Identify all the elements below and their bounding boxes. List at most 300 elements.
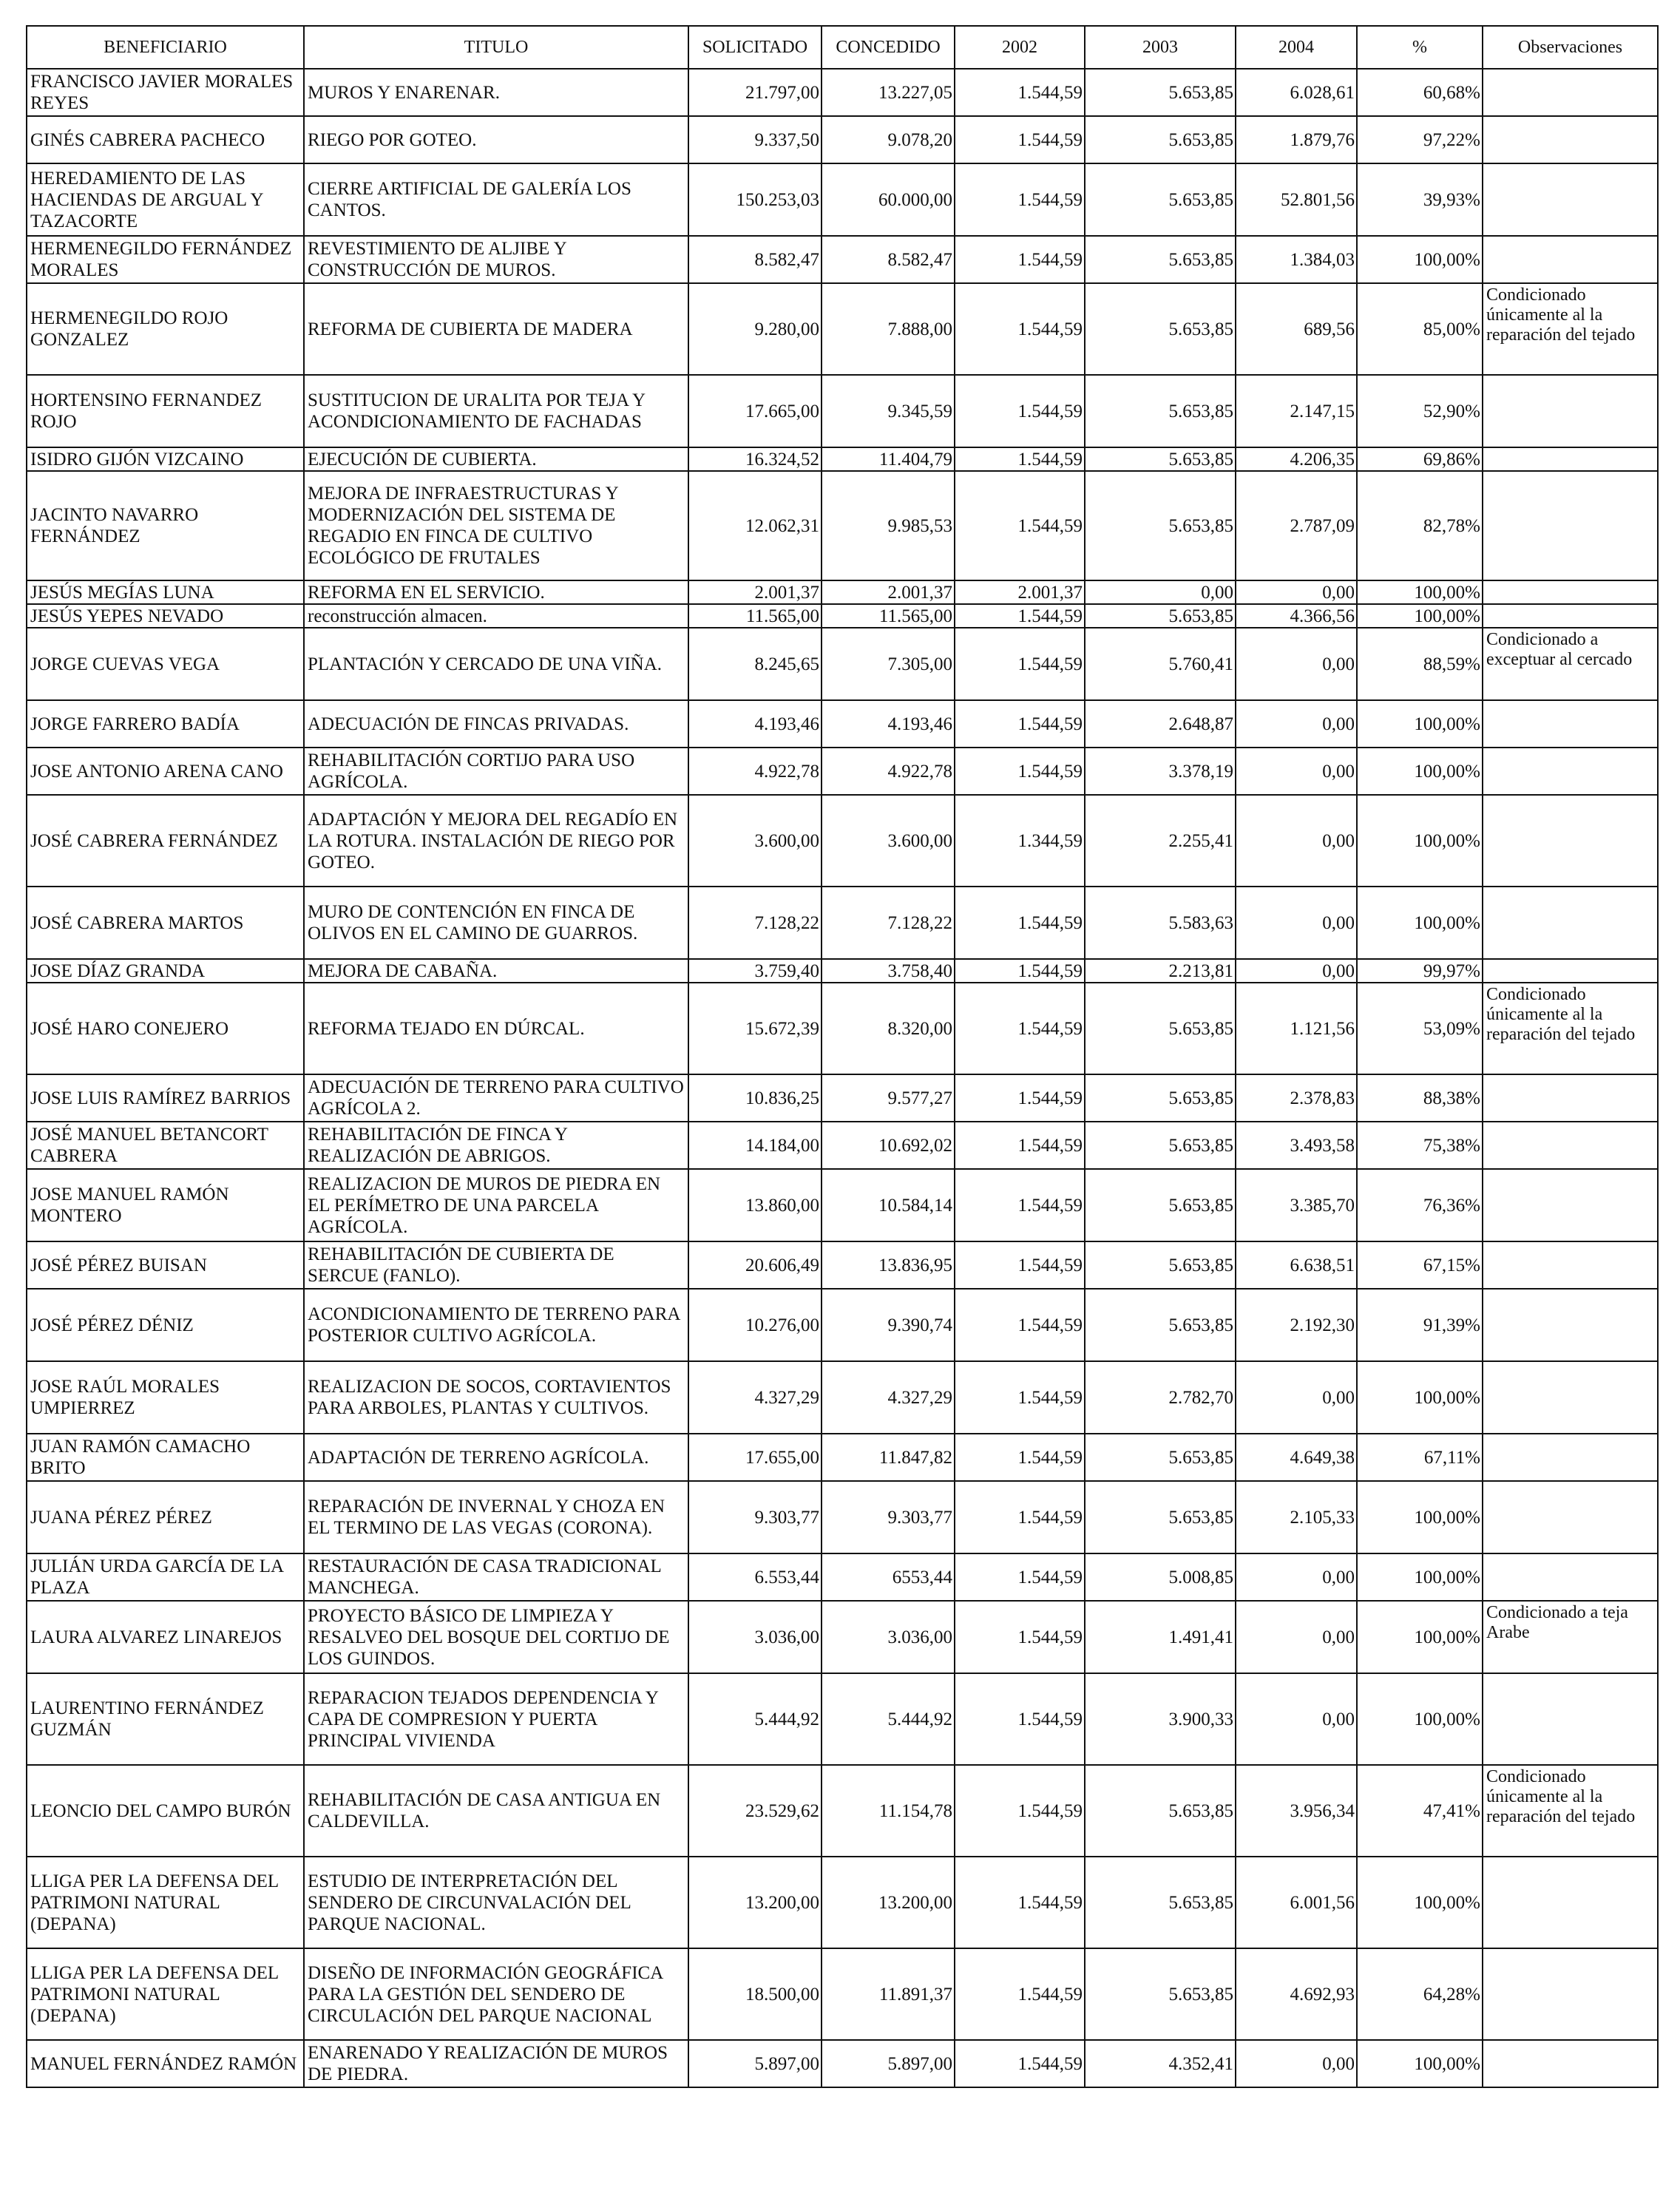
percent-cell: 100,00% (1357, 1481, 1483, 1553)
amount-2002-cell: 1.544,59 (955, 1074, 1085, 1122)
percent-cell: 97,22% (1357, 116, 1483, 163)
amount-2004-cell: 0,00 (1236, 1553, 1357, 1601)
amount-2002-cell: 1.544,59 (955, 283, 1085, 375)
beneficiario-cell: LLIGA PER LA DEFENSA DEL PATRIMONI NATURAL (DEPANA) (27, 1948, 304, 2040)
percent-cell: 100,00% (1357, 795, 1483, 887)
amount-2003-cell: 4.352,41 (1085, 2040, 1236, 2087)
amount-2004-cell: 3.385,70 (1236, 1169, 1357, 1241)
percent-cell: 100,00% (1357, 236, 1483, 283)
observaciones-cell (1483, 1241, 1658, 1289)
observaciones-cell (1483, 116, 1658, 163)
beneficiario-cell: MANUEL FERNÁNDEZ RAMÓN (27, 2040, 304, 2087)
percent-cell: 39,93% (1357, 163, 1483, 236)
percent-cell: 76,36% (1357, 1169, 1483, 1241)
titulo-cell: REVESTIMIENTO DE ALJIBE Y CONSTRUCCIÓN DE MUROS. (304, 236, 688, 283)
percent-cell: 60,68% (1357, 69, 1483, 116)
table-row (27, 1074, 1658, 1122)
table-row (27, 1601, 1658, 1673)
amount-2004-cell: 3.956,34 (1236, 1765, 1357, 1857)
concedido-cell: 8.582,47 (822, 236, 955, 283)
column-header-titulo: TITULO (304, 26, 688, 69)
concedido-cell: 9.390,74 (822, 1289, 955, 1361)
solicitado-cell: 14.184,00 (688, 1122, 822, 1169)
table-row (27, 1948, 1658, 2040)
subsidy-table-document (26, 25, 1657, 2088)
beneficiario-cell: GINÉS CABRERA PACHECO (27, 116, 304, 163)
titulo-cell: RESTAURACIÓN DE CASA TRADICIONAL MANCHEGA. (304, 1553, 688, 1601)
table-row (27, 236, 1658, 283)
beneficiario-cell: JOSE MANUEL RAMÓN MONTERO (27, 1169, 304, 1241)
column-header-2004: 2004 (1236, 26, 1357, 69)
solicitado-cell: 13.860,00 (688, 1169, 822, 1241)
amount-2004-cell: 1.879,76 (1236, 116, 1357, 163)
observaciones-cell (1483, 604, 1658, 628)
solicitado-cell: 2.001,37 (688, 580, 822, 604)
percent-cell: 75,38% (1357, 1122, 1483, 1169)
beneficiario-cell: JOSÉ PÉREZ BUISAN (27, 1241, 304, 1289)
concedido-cell: 9.303,77 (822, 1481, 955, 1553)
table-row (27, 447, 1658, 471)
percent-cell: 52,90% (1357, 375, 1483, 447)
solicitado-cell: 18.500,00 (688, 1948, 822, 2040)
observaciones-cell (1483, 447, 1658, 471)
concedido-cell: 4.922,78 (822, 748, 955, 795)
amount-2002-cell: 1.544,59 (955, 1948, 1085, 2040)
beneficiario-cell: HEREDAMIENTO DE LAS HACIENDAS DE ARGUAL Y TAZACORTE (27, 163, 304, 236)
column-header-2003: 2003 (1085, 26, 1236, 69)
solicitado-cell: 6.553,44 (688, 1553, 822, 1601)
amount-2003-cell: 2.213,81 (1085, 959, 1236, 983)
beneficiary-table (26, 25, 1659, 2088)
column-header-beneficiario: BENEFICIARIO (27, 26, 304, 69)
observaciones-cell (1483, 163, 1658, 236)
beneficiario-cell: JOSE ANTONIO ARENA CANO (27, 748, 304, 795)
concedido-cell: 9.577,27 (822, 1074, 955, 1122)
percent-cell: 82,78% (1357, 471, 1483, 580)
table-row (27, 116, 1658, 163)
beneficiario-cell: LAURA ALVAREZ LINAREJOS (27, 1601, 304, 1673)
beneficiario-cell: LAURENTINO FERNÁNDEZ GUZMÁN (27, 1673, 304, 1765)
amount-2002-cell: 1.544,59 (955, 1857, 1085, 1948)
amount-2002-cell: 1.544,59 (955, 1765, 1085, 1857)
titulo-cell: REPARACION TEJADOS DEPENDENCIA Y CAPA DE COMPRESION Y PUERTA PRINCIPAL VIVIENDA (304, 1673, 688, 1765)
amount-2004-cell: 2.147,15 (1236, 375, 1357, 447)
beneficiario-cell: JOSÉ CABRERA MARTOS (27, 887, 304, 959)
solicitado-cell: 17.665,00 (688, 375, 822, 447)
table-row (27, 375, 1658, 447)
amount-2002-cell: 2.001,37 (955, 580, 1085, 604)
table-row (27, 887, 1658, 959)
amount-2003-cell: 5.653,85 (1085, 1481, 1236, 1553)
amount-2003-cell: 5.653,85 (1085, 983, 1236, 1074)
beneficiario-cell: JOSE RAÚL MORALES UMPIERREZ (27, 1361, 304, 1434)
beneficiario-cell: HORTENSINO FERNANDEZ ROJO (27, 375, 304, 447)
solicitado-cell: 3.759,40 (688, 959, 822, 983)
table-row (27, 471, 1658, 580)
amount-2002-cell: 1.544,59 (955, 1481, 1085, 1553)
percent-cell: 100,00% (1357, 1673, 1483, 1765)
titulo-cell: ADECUACIÓN DE TERRENO PARA CULTIVO AGRÍCOLA 2. (304, 1074, 688, 1122)
solicitado-cell: 17.655,00 (688, 1434, 822, 1481)
column-header-percent: % (1357, 26, 1483, 69)
table-row (27, 283, 1658, 375)
amount-2002-cell: 1.544,59 (955, 983, 1085, 1074)
titulo-cell: PROYECTO BÁSICO DE LIMPIEZA Y RESALVEO DEL BOSQUE DEL CORTIJO DE LOS GUINDOS. (304, 1601, 688, 1673)
concedido-cell: 11.565,00 (822, 604, 955, 628)
observaciones-cell (1483, 1289, 1658, 1361)
titulo-cell: MEJORA DE INFRAESTRUCTURAS Y MODERNIZACIÓN DEL SISTEMA DE REGADIO EN FINCA DE CULTIVO ECOLÓGICO DE FRUTALES (304, 471, 688, 580)
observaciones-cell (1483, 1169, 1658, 1241)
solicitado-cell: 21.797,00 (688, 69, 822, 116)
amount-2003-cell: 1.491,41 (1085, 1601, 1236, 1673)
percent-cell: 100,00% (1357, 1553, 1483, 1601)
percent-cell: 47,41% (1357, 1765, 1483, 1857)
amount-2003-cell: 5.653,85 (1085, 163, 1236, 236)
amount-2002-cell: 1.544,59 (955, 2040, 1085, 2087)
amount-2002-cell: 1.544,59 (955, 748, 1085, 795)
solicitado-cell: 8.245,65 (688, 628, 822, 700)
titulo-cell: ENARENADO Y REALIZACIÓN DE MUROS DE PIEDRA. (304, 2040, 688, 2087)
amount-2003-cell: 3.378,19 (1085, 748, 1236, 795)
percent-cell: 67,15% (1357, 1241, 1483, 1289)
concedido-cell: 11.404,79 (822, 447, 955, 471)
observaciones-cell (1483, 236, 1658, 283)
amount-2003-cell: 5.653,85 (1085, 1289, 1236, 1361)
beneficiario-cell: FRANCISCO JAVIER MORALES REYES (27, 69, 304, 116)
percent-cell: 85,00% (1357, 283, 1483, 375)
table-row (27, 959, 1658, 983)
observaciones-cell (1483, 1857, 1658, 1948)
observaciones-cell (1483, 375, 1658, 447)
amount-2003-cell: 5.653,85 (1085, 1857, 1236, 1948)
solicitado-cell: 4.922,78 (688, 748, 822, 795)
observaciones-cell (1483, 1434, 1658, 1481)
amount-2004-cell: 0,00 (1236, 1601, 1357, 1673)
amount-2004-cell: 2.192,30 (1236, 1289, 1357, 1361)
solicitado-cell: 3.600,00 (688, 795, 822, 887)
titulo-cell: MUROS Y ENARENAR. (304, 69, 688, 116)
beneficiario-cell: JUAN RAMÓN CAMACHO BRITO (27, 1434, 304, 1481)
amount-2002-cell: 1.544,59 (955, 163, 1085, 236)
beneficiario-cell: JORGE FARRERO BADÍA (27, 700, 304, 748)
beneficiario-cell: JESÚS YEPES NEVADO (27, 604, 304, 628)
beneficiario-cell: JESÚS MEGÍAS LUNA (27, 580, 304, 604)
table-row (27, 2040, 1658, 2087)
table-row (27, 1122, 1658, 1169)
titulo-cell: REFORMA DE CUBIERTA DE MADERA (304, 283, 688, 375)
titulo-cell: REHABILITACIÓN DE CASA ANTIGUA EN CALDEVILLA. (304, 1765, 688, 1857)
table-row (27, 1169, 1658, 1241)
concedido-cell: 11.154,78 (822, 1765, 955, 1857)
titulo-cell: DISEÑO DE INFORMACIÓN GEOGRÁFICA PARA LA GESTIÓN DEL SENDERO DE CIRCULACIÓN DEL PARQUE NACIONAL (304, 1948, 688, 2040)
percent-cell: 64,28% (1357, 1948, 1483, 2040)
titulo-cell: MURO DE CONTENCIÓN EN FINCA DE OLIVOS EN EL CAMINO DE GUARROS. (304, 887, 688, 959)
solicitado-cell: 9.337,50 (688, 116, 822, 163)
observaciones-cell (1483, 1361, 1658, 1434)
observaciones-cell: Condicionado a teja Arabe (1483, 1601, 1658, 1673)
table-row (27, 604, 1658, 628)
concedido-cell: 8.320,00 (822, 983, 955, 1074)
solicitado-cell: 9.280,00 (688, 283, 822, 375)
observaciones-cell (1483, 887, 1658, 959)
solicitado-cell: 5.897,00 (688, 2040, 822, 2087)
amount-2002-cell: 1.544,59 (955, 1361, 1085, 1434)
amount-2002-cell: 1.544,59 (955, 1434, 1085, 1481)
solicitado-cell: 4.327,29 (688, 1361, 822, 1434)
titulo-cell: REHABILITACIÓN CORTIJO PARA USO AGRÍCOLA. (304, 748, 688, 795)
table-row (27, 1481, 1658, 1553)
solicitado-cell: 3.036,00 (688, 1601, 822, 1673)
amount-2002-cell: 1.544,59 (955, 604, 1085, 628)
beneficiario-cell: LEONCIO DEL CAMPO BURÓN (27, 1765, 304, 1857)
percent-cell: 67,11% (1357, 1434, 1483, 1481)
amount-2004-cell: 4.366,56 (1236, 604, 1357, 628)
concedido-cell: 9.345,59 (822, 375, 955, 447)
titulo-cell: SUSTITUCION DE URALITA POR TEJA Y ACONDICIONAMIENTO DE FACHADAS (304, 375, 688, 447)
percent-cell: 100,00% (1357, 700, 1483, 748)
amount-2003-cell: 5.653,85 (1085, 604, 1236, 628)
table-row (27, 748, 1658, 795)
amount-2003-cell: 5.653,85 (1085, 471, 1236, 580)
beneficiario-cell: HERMENEGILDO ROJO GONZALEZ (27, 283, 304, 375)
column-header-2002: 2002 (955, 26, 1085, 69)
titulo-cell: REFORMA TEJADO EN DÚRCAL. (304, 983, 688, 1074)
amount-2004-cell: 6.028,61 (1236, 69, 1357, 116)
amount-2004-cell: 3.493,58 (1236, 1122, 1357, 1169)
amount-2003-cell: 5.760,41 (1085, 628, 1236, 700)
table-row (27, 163, 1658, 236)
beneficiario-cell: LLIGA PER LA DEFENSA DEL PATRIMONI NATURAL (DEPANA) (27, 1857, 304, 1948)
titulo-cell: RIEGO POR GOTEO. (304, 116, 688, 163)
amount-2002-cell: 1.544,59 (955, 1169, 1085, 1241)
beneficiario-cell: JOSÉ MANUEL BETANCORT CABRERA (27, 1122, 304, 1169)
amount-2003-cell: 3.900,33 (1085, 1673, 1236, 1765)
concedido-cell: 6553,44 (822, 1553, 955, 1601)
solicitado-cell: 5.444,92 (688, 1673, 822, 1765)
amount-2004-cell: 52.801,56 (1236, 163, 1357, 236)
table-row (27, 1857, 1658, 1948)
concedido-cell: 4.327,29 (822, 1361, 955, 1434)
titulo-cell: CIERRE ARTIFICIAL DE GALERÍA LOS CANTOS. (304, 163, 688, 236)
amount-2004-cell: 0,00 (1236, 628, 1357, 700)
titulo-cell: REALIZACION DE SOCOS, CORTAVIENTOS PARA ARBOLES, PLANTAS Y CULTIVOS. (304, 1361, 688, 1434)
solicitado-cell: 12.062,31 (688, 471, 822, 580)
amount-2004-cell: 0,00 (1236, 795, 1357, 887)
amount-2004-cell: 0,00 (1236, 700, 1357, 748)
amount-2004-cell: 1.121,56 (1236, 983, 1357, 1074)
observaciones-cell (1483, 471, 1658, 580)
amount-2003-cell: 5.653,85 (1085, 236, 1236, 283)
amount-2004-cell: 6.001,56 (1236, 1857, 1357, 1948)
amount-2004-cell: 6.638,51 (1236, 1241, 1357, 1289)
observaciones-cell (1483, 1673, 1658, 1765)
percent-cell: 69,86% (1357, 447, 1483, 471)
titulo-cell: PLANTACIÓN Y CERCADO DE UNA VIÑA. (304, 628, 688, 700)
beneficiario-cell: JACINTO NAVARRO FERNÁNDEZ (27, 471, 304, 580)
solicitado-cell: 10.276,00 (688, 1289, 822, 1361)
amount-2003-cell: 2.782,70 (1085, 1361, 1236, 1434)
percent-cell: 100,00% (1357, 1601, 1483, 1673)
titulo-cell: ADAPTACIÓN Y MEJORA DEL REGADÍO EN LA ROTURA. INSTALACIÓN DE RIEGO POR GOTEO. (304, 795, 688, 887)
table-row (27, 700, 1658, 748)
table-row (27, 1434, 1658, 1481)
amount-2004-cell: 0,00 (1236, 1673, 1357, 1765)
amount-2002-cell: 1.544,59 (955, 959, 1085, 983)
observaciones-cell (1483, 795, 1658, 887)
observaciones-cell (1483, 1481, 1658, 1553)
beneficiario-cell: JOSE DÍAZ GRANDA (27, 959, 304, 983)
titulo-cell: EJECUCIÓN DE CUBIERTA. (304, 447, 688, 471)
percent-cell: 88,59% (1357, 628, 1483, 700)
amount-2004-cell: 689,56 (1236, 283, 1357, 375)
solicitado-cell: 23.529,62 (688, 1765, 822, 1857)
concedido-cell: 3.758,40 (822, 959, 955, 983)
titulo-cell: MEJORA DE CABAÑA. (304, 959, 688, 983)
solicitado-cell: 11.565,00 (688, 604, 822, 628)
observaciones-cell (1483, 2040, 1658, 2087)
titulo-cell: reconstrucción almacen. (304, 604, 688, 628)
amount-2002-cell: 1.544,59 (955, 69, 1085, 116)
titulo-cell: REFORMA EN EL SERVICIO. (304, 580, 688, 604)
observaciones-cell (1483, 700, 1658, 748)
concedido-cell: 5.897,00 (822, 2040, 955, 2087)
table-row (27, 1361, 1658, 1434)
table-row (27, 795, 1658, 887)
percent-cell: 99,97% (1357, 959, 1483, 983)
percent-cell: 100,00% (1357, 580, 1483, 604)
observaciones-cell (1483, 1074, 1658, 1122)
observaciones-cell: Condicionado a exceptuar al cercado (1483, 628, 1658, 700)
concedido-cell: 7.305,00 (822, 628, 955, 700)
observaciones-cell: Condicionado únicamente al la reparación del tejado (1483, 283, 1658, 375)
amount-2002-cell: 1.544,59 (955, 1553, 1085, 1601)
concedido-cell: 60.000,00 (822, 163, 955, 236)
amount-2004-cell: 4.206,35 (1236, 447, 1357, 471)
concedido-cell: 9.985,53 (822, 471, 955, 580)
observaciones-cell (1483, 959, 1658, 983)
amount-2003-cell: 5.653,85 (1085, 1434, 1236, 1481)
amount-2002-cell: 1.544,59 (955, 1241, 1085, 1289)
observaciones-cell (1483, 1948, 1658, 2040)
solicitado-cell: 4.193,46 (688, 700, 822, 748)
amount-2002-cell: 1.544,59 (955, 236, 1085, 283)
amount-2003-cell: 5.653,85 (1085, 1241, 1236, 1289)
solicitado-cell: 8.582,47 (688, 236, 822, 283)
concedido-cell: 3.600,00 (822, 795, 955, 887)
table-row (27, 580, 1658, 604)
column-header-concedido: CONCEDIDO (822, 26, 955, 69)
amount-2002-cell: 1.544,59 (955, 700, 1085, 748)
percent-cell: 100,00% (1357, 1857, 1483, 1948)
solicitado-cell: 10.836,25 (688, 1074, 822, 1122)
table-row (27, 69, 1658, 116)
concedido-cell: 10.584,14 (822, 1169, 955, 1241)
table-row (27, 628, 1658, 700)
observaciones-cell (1483, 580, 1658, 604)
amount-2002-cell: 1.544,59 (955, 1289, 1085, 1361)
amount-2004-cell: 4.649,38 (1236, 1434, 1357, 1481)
percent-cell: 100,00% (1357, 604, 1483, 628)
amount-2002-cell: 1.544,59 (955, 1122, 1085, 1169)
column-header-observaciones: Observaciones (1483, 26, 1658, 69)
amount-2004-cell: 0,00 (1236, 1361, 1357, 1434)
observaciones-cell (1483, 1122, 1658, 1169)
table-row (27, 1289, 1658, 1361)
titulo-cell: ADECUACIÓN DE FINCAS PRIVADAS. (304, 700, 688, 748)
beneficiario-cell: JOSÉ CABRERA FERNÁNDEZ (27, 795, 304, 887)
concedido-cell: 13.200,00 (822, 1857, 955, 1948)
solicitado-cell: 7.128,22 (688, 887, 822, 959)
solicitado-cell: 20.606,49 (688, 1241, 822, 1289)
amount-2003-cell: 5.653,85 (1085, 69, 1236, 116)
amount-2003-cell: 2.648,87 (1085, 700, 1236, 748)
percent-cell: 91,39% (1357, 1289, 1483, 1361)
table-row (27, 983, 1658, 1074)
table-row (27, 1241, 1658, 1289)
amount-2004-cell: 2.378,83 (1236, 1074, 1357, 1122)
concedido-cell: 10.692,02 (822, 1122, 955, 1169)
amount-2003-cell: 5.653,85 (1085, 1169, 1236, 1241)
amount-2003-cell: 5.653,85 (1085, 1765, 1236, 1857)
column-header-solicitado: SOLICITADO (688, 26, 822, 69)
observaciones-cell (1483, 1553, 1658, 1601)
amount-2004-cell: 0,00 (1236, 959, 1357, 983)
solicitado-cell: 13.200,00 (688, 1857, 822, 1948)
amount-2004-cell: 2.105,33 (1236, 1481, 1357, 1553)
titulo-cell: ESTUDIO DE INTERPRETACIÓN DEL SENDERO DE CIRCUNVALACIÓN DEL PARQUE NACIONAL. (304, 1857, 688, 1948)
titulo-cell: ACONDICIONAMIENTO DE TERRENO PARA POSTERIOR CULTIVO AGRÍCOLA. (304, 1289, 688, 1361)
beneficiario-cell: JUANA PÉREZ PÉREZ (27, 1481, 304, 1553)
concedido-cell: 2.001,37 (822, 580, 955, 604)
amount-2003-cell: 5.583,63 (1085, 887, 1236, 959)
amount-2002-cell: 1.544,59 (955, 116, 1085, 163)
observaciones-cell (1483, 69, 1658, 116)
observaciones-cell: Condicionado únicamente al la reparación del tejado (1483, 1765, 1658, 1857)
percent-cell: 100,00% (1357, 748, 1483, 795)
amount-2003-cell: 5.653,85 (1085, 283, 1236, 375)
solicitado-cell: 15.672,39 (688, 983, 822, 1074)
titulo-cell: ADAPTACIÓN DE TERRENO AGRÍCOLA. (304, 1434, 688, 1481)
concedido-cell: 5.444,92 (822, 1673, 955, 1765)
beneficiario-cell: JOSÉ HARO CONEJERO (27, 983, 304, 1074)
amount-2002-cell: 1.344,59 (955, 795, 1085, 887)
percent-cell: 88,38% (1357, 1074, 1483, 1122)
amount-2002-cell: 1.544,59 (955, 887, 1085, 959)
concedido-cell: 4.193,46 (822, 700, 955, 748)
beneficiario-cell: ISIDRO GIJÓN VIZCAINO (27, 447, 304, 471)
titulo-cell: REALIZACION DE MUROS DE PIEDRA EN EL PERÍMETRO DE UNA PARCELA AGRÍCOLA. (304, 1169, 688, 1241)
amount-2003-cell: 5.653,85 (1085, 447, 1236, 471)
amount-2002-cell: 1.544,59 (955, 447, 1085, 471)
amount-2003-cell: 5.653,85 (1085, 1074, 1236, 1122)
beneficiario-cell: JORGE CUEVAS VEGA (27, 628, 304, 700)
concedido-cell: 13.227,05 (822, 69, 955, 116)
observaciones-cell (1483, 748, 1658, 795)
beneficiario-cell: HERMENEGILDO FERNÁNDEZ MORALES (27, 236, 304, 283)
concedido-cell: 13.836,95 (822, 1241, 955, 1289)
titulo-cell: REHABILITACIÓN DE CUBIERTA DE SERCUE (FANLO). (304, 1241, 688, 1289)
amount-2003-cell: 5.653,85 (1085, 1948, 1236, 2040)
amount-2004-cell: 0,00 (1236, 2040, 1357, 2087)
percent-cell: 53,09% (1357, 983, 1483, 1074)
amount-2003-cell: 5.653,85 (1085, 375, 1236, 447)
table-row (27, 1553, 1658, 1601)
amount-2003-cell: 0,00 (1085, 580, 1236, 604)
concedido-cell: 11.847,82 (822, 1434, 955, 1481)
amount-2003-cell: 2.255,41 (1085, 795, 1236, 887)
concedido-cell: 11.891,37 (822, 1948, 955, 2040)
concedido-cell: 7.128,22 (822, 887, 955, 959)
